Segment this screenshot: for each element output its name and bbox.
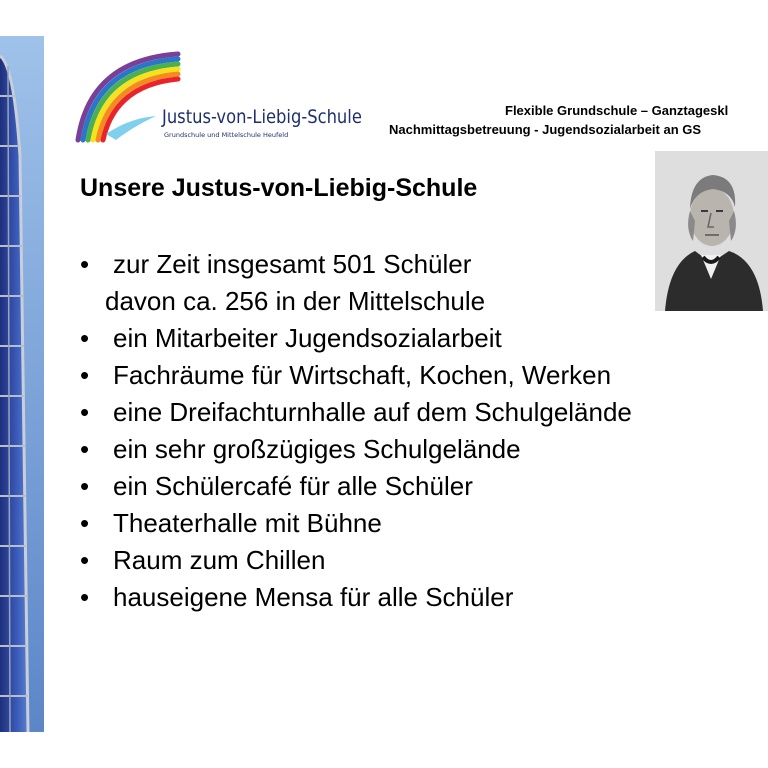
bullet-symbol: • [80, 508, 90, 538]
list-item-text: ein Mitarbeiter Jugendsozialarbeit [113, 323, 502, 353]
logo-subtitle: Grundschule und Mittelschule Heufeld [164, 131, 289, 139]
bullet-symbol: • [80, 323, 90, 353]
list-item-text: ein Schülercafé für alle Schüler [113, 471, 473, 501]
bullet-symbol: • [80, 249, 90, 279]
building-photo [0, 36, 44, 732]
bullet-symbol: • [80, 545, 90, 575]
bullet-symbol: • [80, 397, 90, 427]
bullet-symbol: • [80, 360, 90, 390]
bullet-symbol: • [80, 471, 90, 501]
list-item-text: Fachräume für Wirtschaft, Kochen, Werken [113, 360, 612, 390]
list-item-text: ein sehr großzügiges Schulgelände [113, 434, 521, 464]
list-item-continuation: davon ca. 256 in der Mittelschule [105, 286, 486, 316]
list-item-text: eine Dreifachturnhalle auf dem Schulgelände [113, 397, 632, 427]
list-item-text: zur Zeit insgesamt 501 Schüler [113, 249, 472, 279]
header-line-1: Flexible Grundschule – Ganztageskl [505, 103, 729, 118]
school-logo [72, 48, 372, 144]
slide-title: Unsere Justus-von-Liebig-Schule [80, 174, 478, 202]
list-item-text: Theaterhalle mit Bühne [113, 508, 382, 538]
rainbow-logo-icon [72, 48, 182, 144]
portrait-image [655, 151, 768, 311]
header-line-2: Nachmittagsbetreuung - Jugendsozialarbeit an GS [389, 122, 702, 137]
bullet-symbol: • [80, 582, 90, 612]
logo-school-name: Justus-von-Liebig-Schule [162, 106, 362, 128]
list-item-text: hauseigene Mensa für alle Schüler [113, 582, 514, 612]
bullet-symbol: • [80, 434, 90, 464]
list-item-text: Raum zum Chillen [113, 545, 326, 575]
